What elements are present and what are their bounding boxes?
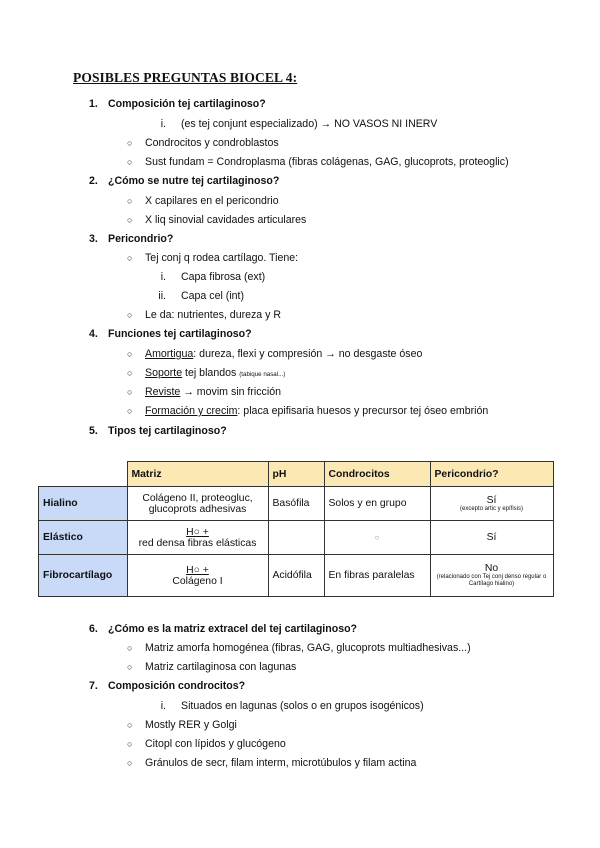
q3-roman: ii. (158, 290, 166, 302)
cell-ph: Basófila (268, 487, 324, 521)
document-title: POSIBLES PREGUNTAS BIOCEL 4: (73, 70, 298, 85)
q7-number: 7. (89, 680, 98, 692)
bullet-icon: ○ (127, 138, 133, 148)
q7-sub: Situados en lagunas (solos o en grupos isogénicos) (181, 700, 424, 712)
cell-matriz (127, 521, 268, 555)
matriz-line: red densa fibras elásticas (138, 537, 257, 549)
q1-item: Sust fundam = Condroplasma (fibras colágenas, GAG, glucoprots, proteoglic) (145, 156, 509, 168)
q4-desc: : dureza, flexi y compresión → no desgaste óseo (193, 348, 423, 360)
q1-roman: i. (160, 118, 166, 130)
q1-heading: Composición tej cartilaginoso? (108, 98, 266, 110)
q3-sub: Capa fibrosa (ext) (181, 271, 266, 283)
bullet-icon: ○ (127, 349, 133, 359)
q4-item (145, 385, 281, 399)
q4-desc: → movim sin fricción (180, 386, 281, 398)
peri-note: (relacionado con Tej conj denso regular o Cartílago hialino) (436, 574, 547, 587)
matriz-line: Colágeno I (172, 575, 223, 587)
bullet-icon: ○ (127, 196, 133, 206)
q6-heading: ¿Cómo es la matriz extracel del tej cartilaginoso? (108, 623, 358, 635)
q4-heading: Funciones tej cartilaginoso? (108, 328, 252, 340)
matriz-line: Colágeno II, proteogluc, (142, 492, 253, 504)
cell-matriz (127, 555, 268, 597)
bullet-icon: ○ (127, 662, 133, 672)
q4-term: Reviste (145, 386, 181, 398)
row-label: Hialino (39, 487, 128, 521)
cell-ph: Acidófila (268, 555, 324, 597)
row-label: Fibrocartílago (39, 555, 128, 597)
table-row (39, 487, 554, 521)
q4-desc: : placa epifisaria huesos y precursor tej óseo embrión (237, 405, 489, 417)
table-header-row (39, 462, 554, 487)
peri-value: No (484, 563, 499, 574)
cartilage-types-table (38, 461, 554, 597)
q4-item (145, 347, 422, 361)
bullet-icon: ○ (127, 643, 133, 653)
table-row (39, 521, 554, 555)
q2-heading: ¿Cómo se nutre tej cartilaginoso? (108, 175, 280, 187)
cell-condrocitos: En fibras paralelas (324, 555, 430, 597)
q6-number: 6. (89, 623, 98, 635)
peri-value: Sí (486, 494, 497, 506)
header-pericondrio: Pericondrio? (430, 462, 553, 487)
bullet-icon: ○ (127, 406, 133, 416)
cell-condrocitos: ○ (324, 521, 430, 555)
header-matriz: Matriz (127, 462, 268, 487)
peri-value: Sí (486, 532, 497, 543)
matriz-line: H○ + (186, 564, 209, 576)
q4-desc: tej blandos (182, 367, 240, 379)
q2-item: X liq sinovial cavidades articulares (145, 214, 307, 226)
q1-number: 1. (89, 98, 98, 110)
cell-pericondrio (430, 521, 553, 555)
bullet-icon: ○ (127, 368, 133, 378)
q4-term: Amortigua (145, 348, 194, 360)
q5-heading: Tipos tej cartilaginoso? (108, 425, 227, 437)
q1-item: Condrocitos y condroblastos (145, 137, 279, 149)
row-label: Elástico (39, 521, 128, 555)
q5-number: 5. (89, 425, 98, 437)
bullet-icon: ○ (127, 387, 133, 397)
table-row (39, 555, 554, 597)
matriz-line: H○ + (186, 526, 209, 538)
q4-term: Soporte (145, 367, 183, 379)
cell-ph (268, 521, 324, 555)
cell-pericondrio (430, 487, 553, 521)
q7-item: Citopl con lípidos y glucógeno (145, 738, 286, 750)
bullet-icon: ○ (127, 310, 133, 320)
q4-number: 4. (89, 328, 98, 340)
q6-item: Matriz cartilaginosa con lagunas (145, 661, 297, 673)
q3-sub: Capa cel (int) (181, 290, 244, 302)
q3-roman: i. (160, 271, 166, 283)
bullet-icon: ○ (127, 157, 133, 167)
cell-condrocitos: Solos y en grupo (324, 487, 430, 521)
q7-item: Gránulos de secr, filam interm, microtúbulos y filam actina (145, 757, 417, 769)
q6-item: Matriz amorfa homogénea (fibras, GAG, glucoprots multiadhesivas...) (145, 642, 471, 654)
table-corner (39, 462, 128, 487)
q4-item (145, 366, 285, 382)
q4-item (145, 404, 488, 418)
bullet-icon: ○ (127, 720, 133, 730)
q3-item: Le da: nutrientes, dureza y R (145, 309, 282, 321)
bullet-icon: ○ (127, 739, 133, 749)
q7-heading: Composición condrocitos? (108, 680, 246, 692)
q4-note: (tabique nasal...) (239, 371, 286, 378)
matriz-line: glucoprots adhesivas (148, 503, 247, 515)
q2-item: X capilares en el pericondrio (145, 195, 279, 207)
header-condrocitos: Condrocitos (324, 462, 430, 487)
header-ph: pH (268, 462, 324, 487)
q4-term: Formación y crecim (145, 405, 238, 417)
q2-number: 2. (89, 175, 98, 187)
bullet-icon: ○ (127, 215, 133, 225)
q1-sub: (es tej conjunt especializado) → NO VASOS NI INERV (181, 118, 438, 130)
peri-note: (excepto artic y epífisis) (459, 505, 524, 512)
q3-item: Tej conj q rodea cartílago. Tiene: (145, 252, 299, 264)
q3-number: 3. (89, 233, 98, 245)
bullet-icon: ○ (127, 253, 133, 263)
q3-heading: Pericondrio? (108, 233, 174, 245)
q7-roman: i. (160, 700, 166, 712)
cell-matriz (127, 487, 268, 521)
cell-pericondrio (430, 555, 553, 597)
q7-item: Mostly RER y Golgi (145, 719, 237, 731)
bullet-icon: ○ (127, 758, 133, 768)
